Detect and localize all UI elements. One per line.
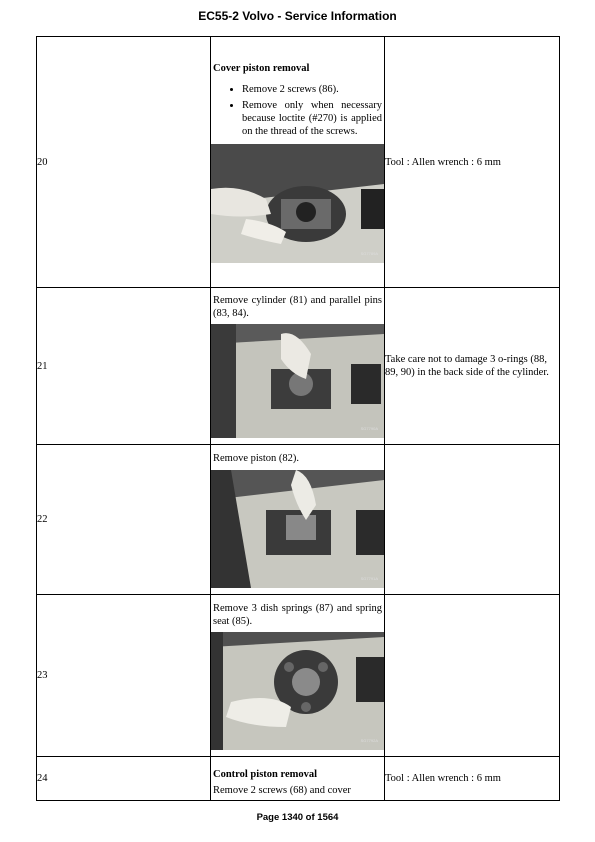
photo-illustration (211, 470, 384, 588)
photo-illustration (211, 632, 384, 750)
page-number: Page 1340 of 1564 (256, 812, 339, 823)
step-photo (211, 324, 384, 438)
step-text: Remove cylinder (81) and parallel pins (83, 84). (213, 295, 382, 319)
list-item: • Remove 2 screws (86). (242, 83, 382, 96)
photo-code: SG7792A (360, 737, 378, 743)
step-description (211, 37, 385, 288)
step-bullet-list (213, 83, 382, 138)
step-description (211, 757, 385, 801)
step-note (385, 445, 560, 595)
step-number: 23 (37, 595, 211, 757)
table-row (37, 757, 560, 801)
list-item: • Remove only when necessary because loctite (#270) is applied on the thread of the screws. (242, 99, 382, 138)
table-row (37, 288, 560, 445)
step-text: Remove 3 dish springs (87) and spring seat (85). (213, 602, 382, 627)
step-number: 20 (37, 37, 211, 288)
photo-illustration (211, 324, 384, 438)
step-description (211, 445, 385, 595)
step-text: Remove piston (82). (213, 452, 300, 464)
step-note: Tool : Allen wrench : 6 mm (385, 757, 560, 801)
step-description (211, 595, 385, 757)
step-number: 21 (37, 288, 211, 445)
step-description (211, 288, 385, 445)
table-row (37, 37, 560, 288)
step-title: Cover piston removal (213, 62, 310, 74)
page-title: EC55-2 Volvo - Service Information (198, 9, 397, 23)
step-photo (211, 144, 384, 263)
table-row (37, 445, 560, 595)
step-number: 22 (37, 445, 211, 595)
step-text: Remove 2 screws (68) and cover (213, 784, 351, 796)
photo-code: SG7789A (360, 250, 378, 256)
step-photo (211, 632, 384, 750)
table-row (37, 595, 560, 757)
step-note: Tool : Allen wrench : 6 mm (385, 37, 560, 288)
photo-illustration (211, 144, 384, 263)
step-note (385, 595, 560, 757)
photo-code: SG7791A (360, 575, 378, 581)
procedure-table (36, 36, 560, 801)
step-photo (211, 470, 384, 588)
step-note: Take care not to damage 3 o-rings (88, 89, 90) in the back side of the cylinder. (385, 288, 560, 445)
step-number: 24 (37, 757, 211, 801)
step-title: Control piston removal (213, 768, 318, 780)
photo-code: SG7790A (360, 426, 378, 431)
